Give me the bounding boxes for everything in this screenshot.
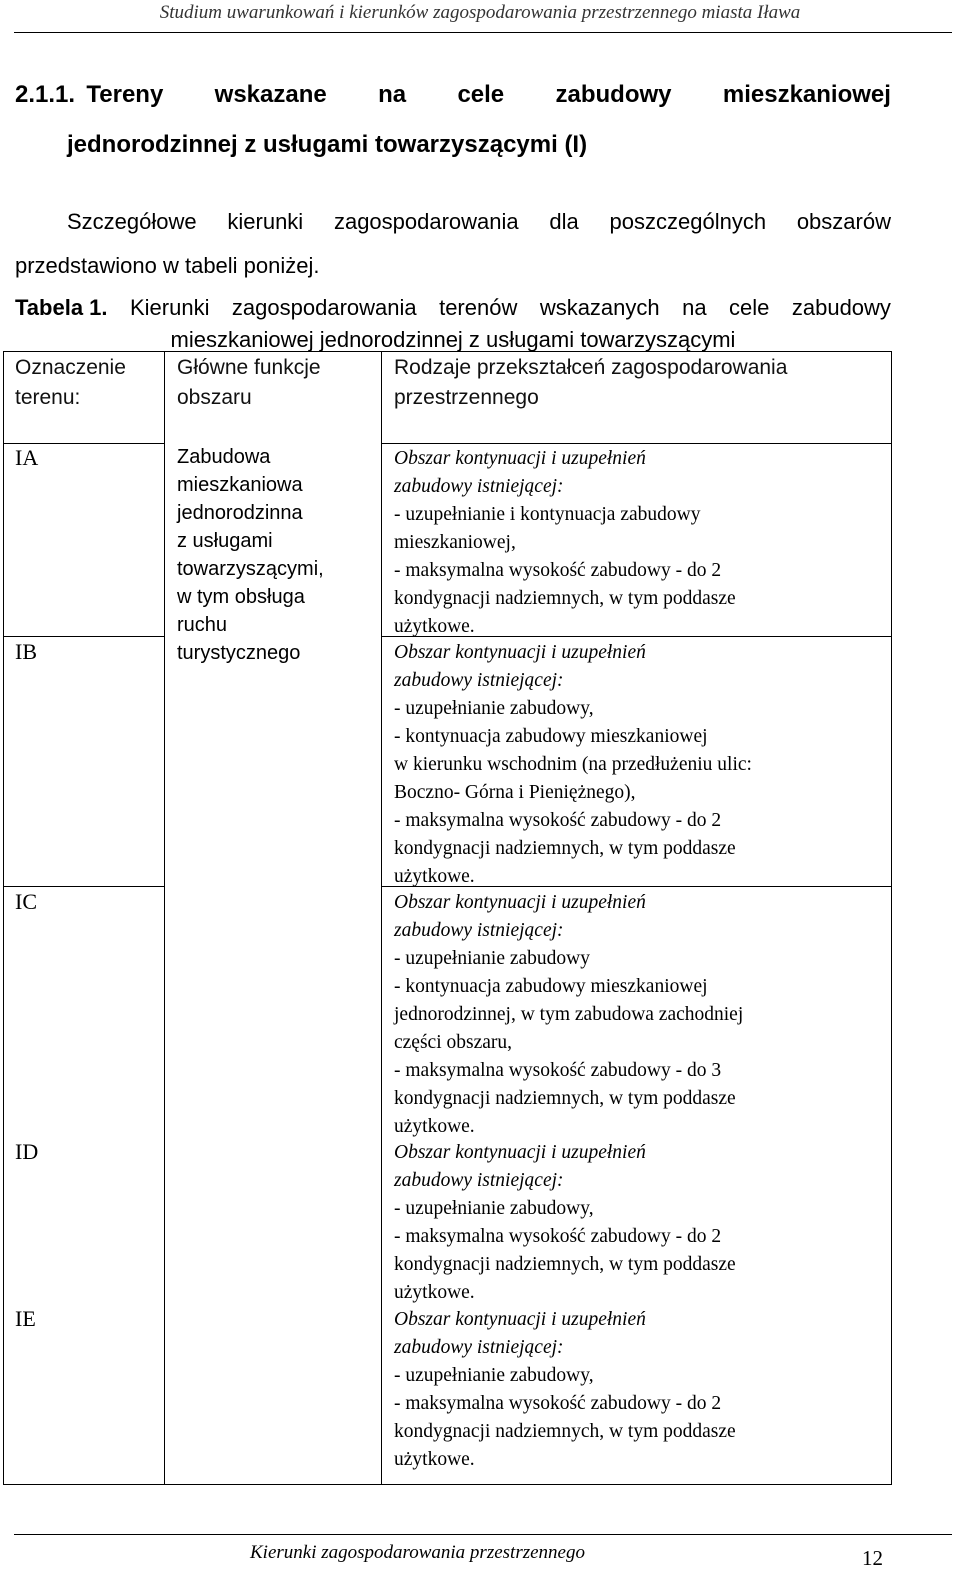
- row-desc-line: - uzupełnianie zabudowy,: [394, 1198, 594, 1219]
- intro-word: kierunki: [227, 209, 304, 234]
- caption-line2: mieszkaniowej jednorodzinnej z usługami towarzyszącymi: [170, 327, 736, 352]
- header-transformation-types: Rodzaje przekształceń zagospodarowania przestrzennego: [394, 356, 788, 409]
- row-desc-line: kondygnacji nadziemnych, w tym poddasze: [394, 1421, 736, 1442]
- intro-line2: przedstawiono w tabeli poniżej.: [15, 253, 320, 278]
- row-code-ia: IA: [15, 445, 39, 470]
- row-desc-line: - uzupełnianie zabudowy: [394, 948, 591, 969]
- table-header-rule-col3: [381, 443, 892, 444]
- row-desc-line: kondygnacji nadziemnych, w tym poddasze: [394, 1254, 736, 1275]
- section-title-word: mieszkaniowej: [722, 81, 891, 108]
- section-heading-line1: [15, 70, 891, 120]
- function-line: ruchu: [177, 614, 228, 636]
- function-line: w tym obsługa: [177, 586, 305, 608]
- section-heading: [15, 70, 891, 170]
- intro-word: obszarów: [796, 209, 891, 234]
- row-desc-line: części obszaru,: [394, 1032, 513, 1053]
- row-desc-line: - maksymalna wysokość zabudowy - do 2: [394, 810, 722, 831]
- row-desc-title: zabudowy istniejącej:: [394, 1170, 564, 1191]
- section-title-word: zabudowy: [555, 81, 672, 108]
- section-title-word: Tereny: [86, 81, 164, 108]
- section-number: 2.1.1.: [15, 81, 76, 108]
- section-title-word: wskazane: [214, 81, 327, 108]
- row-desc-title: zabudowy istniejącej:: [394, 670, 564, 691]
- row-desc-line: kondygnacji nadziemnych, w tym poddasze: [394, 1088, 736, 1109]
- caption-line1: [15, 292, 891, 324]
- row-desc-line: kondygnacji nadziemnych, w tym poddasze: [394, 838, 736, 859]
- row-desc-line: - maksymalna wysokość zabudowy - do 2: [394, 1393, 722, 1414]
- table-divider-col2: [381, 351, 382, 1485]
- row-desc-line: jednorodzinnej, w tym zabudowa zachodniej: [394, 1004, 744, 1025]
- row-desc-line: - uzupełnianie zabudowy,: [394, 698, 594, 719]
- intro-word: Szczegółowe: [67, 209, 197, 234]
- caption-label: Tabela 1.: [15, 295, 108, 320]
- row-desc-title: Obszar kontynuacji i uzupełnień: [394, 642, 646, 663]
- caption-word: zabudowy: [791, 295, 891, 320]
- row-code-ib: IB: [15, 639, 37, 664]
- function-line: turystycznego: [177, 642, 301, 664]
- function-line: jednorodzinna: [177, 502, 303, 524]
- row-desc-line: użytkowe.: [394, 616, 475, 637]
- row-desc-line: - kontynuacja zabudowy mieszkaniowej: [394, 976, 708, 997]
- row-desc-line: Boczno- Górna i Pieniężnego),: [394, 782, 636, 803]
- section-heading-line2: jednorodzinnej z usługami towarzyszącymi (I): [67, 131, 588, 158]
- row-desc-title: zabudowy istniejącej:: [394, 1337, 564, 1358]
- row-desc-title: zabudowy istniejącej:: [394, 920, 564, 941]
- section-title-word: cele: [457, 81, 505, 108]
- row-desc-line: mieszkaniowej,: [394, 532, 516, 553]
- directions-table: [3, 351, 901, 1485]
- table-border-bottom: [3, 1484, 892, 1485]
- caption-word: Kierunki: [129, 295, 210, 320]
- row-desc-ic: [394, 889, 894, 1141]
- row-desc-line: - uzupełnianie zabudowy,: [394, 1365, 594, 1386]
- row-desc-line: - maksymalna wysokość zabudowy - do 2: [394, 560, 722, 581]
- row-desc-line: - uzupełnianie i kontynuacja zabudowy: [394, 504, 701, 525]
- table-header-rule-col1: [3, 443, 165, 444]
- function-cell: [177, 443, 377, 667]
- function-line: z usługami: [177, 530, 273, 552]
- row-desc-line: użytkowe.: [394, 1449, 475, 1470]
- section-title-word: na: [378, 81, 407, 108]
- footer-text: Kierunki zagospodarowania przestrzennego: [250, 1542, 585, 1563]
- table-caption: [15, 292, 891, 356]
- row-desc-title: Obszar kontynuacji i uzupełnień: [394, 892, 646, 913]
- function-line: Zabudowa: [177, 446, 271, 468]
- intro-word: poszczególnych: [609, 209, 767, 234]
- row-desc-ib: [394, 639, 894, 891]
- row-code-id: ID: [15, 1139, 39, 1164]
- header-title: Studium uwarunkowań i kierunków zagospodarowania przestrzennego miasta Iława: [159, 2, 801, 23]
- header-main-functions: Główne funkcje obszaru: [177, 356, 321, 409]
- caption-word: cele: [729, 295, 770, 320]
- row-desc-line: - maksymalna wysokość zabudowy - do 2: [394, 1226, 722, 1247]
- row-desc-title: Obszar kontynuacji i uzupełnień: [394, 1142, 646, 1163]
- caption-word: zagospodarowania: [231, 295, 417, 320]
- row-rule-ia-col1: [3, 636, 165, 637]
- row-desc-line: - kontynuacja zabudowy mieszkaniowej: [394, 726, 708, 747]
- table-divider-col1: [164, 351, 165, 1485]
- row-desc-id: [394, 1139, 894, 1307]
- caption-word: wskazanych: [539, 295, 660, 320]
- row-desc-title: Obszar kontynuacji i uzupełnień: [394, 1309, 646, 1330]
- intro-word: dla: [549, 209, 579, 234]
- intro-paragraph: [15, 200, 891, 288]
- row-desc-title: Obszar kontynuacji i uzupełnień: [394, 448, 646, 469]
- row-desc-title: zabudowy istniejącej:: [394, 476, 564, 497]
- row-desc-ia: [394, 445, 894, 641]
- caption-word: na: [682, 295, 707, 320]
- row-desc-line: w kierunku wschodnim (na przedłużeniu ulic:: [394, 754, 752, 775]
- page-number: 12: [862, 1546, 883, 1570]
- row-rule-ib-col1: [3, 886, 165, 887]
- function-line: towarzyszącymi,: [177, 558, 324, 580]
- function-line: mieszkaniowa: [177, 474, 303, 496]
- intro-word: zagospodarowania: [333, 209, 519, 234]
- row-desc-line: - maksymalna wysokość zabudowy - do 3: [394, 1060, 722, 1081]
- intro-line1: [15, 200, 891, 244]
- row-code-ie: IE: [15, 1306, 36, 1331]
- row-desc-line: użytkowe.: [394, 1282, 475, 1303]
- row-code-ic: IC: [15, 889, 37, 914]
- table-border-top: [3, 351, 892, 352]
- caption-word: terenów: [439, 295, 518, 320]
- table-border-left: [3, 351, 4, 1485]
- footer-rule: [14, 1534, 952, 1535]
- row-desc-line: użytkowe.: [394, 1116, 475, 1137]
- row-desc-line: użytkowe.: [394, 866, 475, 887]
- row-desc-line: kondygnacji nadziemnych, w tym poddasze: [394, 588, 736, 609]
- row-desc-ie: [394, 1306, 894, 1474]
- header-rule: [14, 32, 952, 33]
- header-designation: Oznaczenie terenu:: [15, 356, 126, 409]
